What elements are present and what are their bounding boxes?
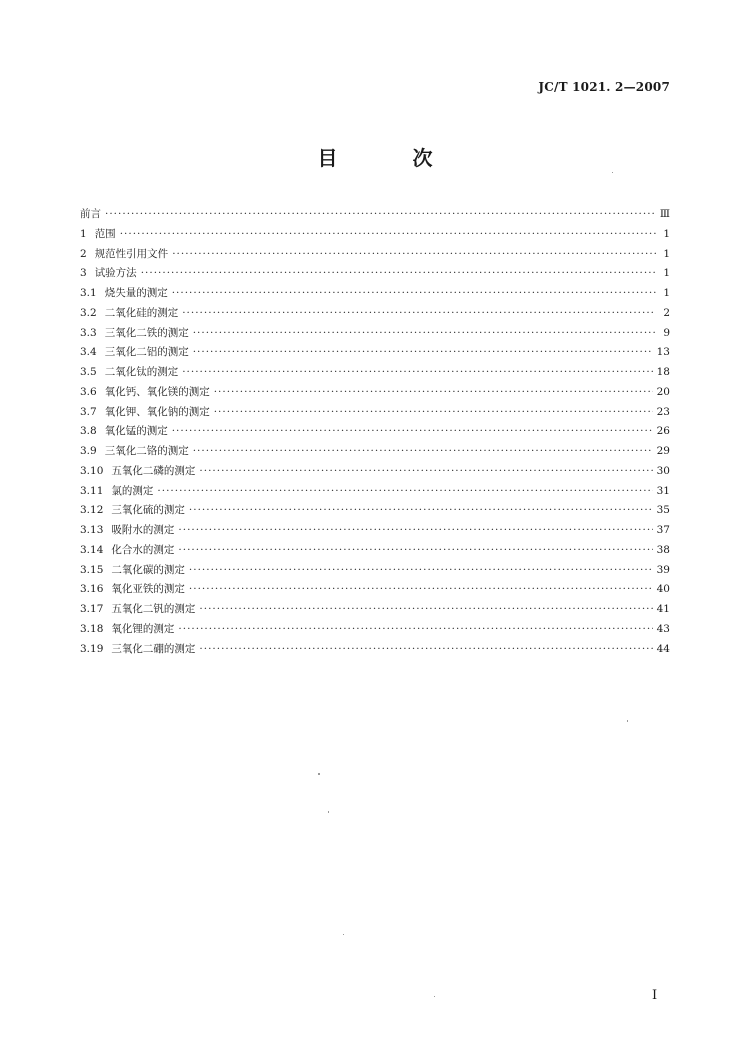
- toc-entry[interactable]: [80, 384, 670, 404]
- toc-entry[interactable]: [80, 562, 670, 582]
- toc-entry-page: 39: [656, 563, 670, 576]
- toc-entry-number: 3.7: [80, 405, 97, 418]
- toc-entry-page: 40: [656, 583, 670, 596]
- toc-entry[interactable]: [80, 542, 670, 562]
- toc-entry-title: 三氧化二铬的测定: [104, 445, 189, 457]
- toc-entry[interactable]: [80, 443, 670, 463]
- toc-dot-leader: [178, 524, 652, 536]
- toc-entry-page: 2: [663, 306, 670, 319]
- toc-entry-number: 3.5: [80, 366, 97, 378]
- toc-entry-title: 吸附水的测定: [111, 524, 175, 536]
- toc-dot-leader: [193, 346, 653, 358]
- toc-entry-number: 3.3: [80, 326, 97, 339]
- toc-entry-title: 二氧化硅的测定: [104, 306, 179, 319]
- toc-entry-number: 3.15: [80, 563, 104, 576]
- toc-entry-number: 1: [80, 227, 87, 240]
- toc-entry[interactable]: [80, 226, 670, 246]
- toc-dot-leader: [193, 445, 653, 457]
- toc-entry-title: 五氧化二磷的测定: [111, 464, 196, 477]
- toc-entry-number: 3.16: [80, 583, 104, 596]
- toc-entry-number: 3.18: [80, 622, 104, 635]
- toc-entry-title: 氧化钾、氧化钠的测定: [104, 405, 210, 418]
- scan-speck: [343, 934, 344, 935]
- toc-entry-page: 13: [656, 346, 670, 359]
- toc-entry[interactable]: [80, 621, 670, 641]
- toc-entry[interactable]: [80, 344, 670, 364]
- page-title: 目 次: [317, 146, 467, 170]
- toc-entry-title: 前言: [80, 208, 101, 220]
- toc-entry-number: 3.6: [80, 385, 97, 398]
- toc-entry-title: 三氧化二铁的测定: [104, 326, 189, 339]
- toc-entry-title: 氧化亚铁的测定: [111, 583, 185, 596]
- toc-entry-title: 氧化锰的测定: [104, 425, 168, 438]
- toc-entry-number: 3.11: [80, 484, 104, 497]
- toc-entry-page: 37: [656, 524, 670, 536]
- toc-entry-title: 化合水的测定: [111, 543, 175, 556]
- toc-entry[interactable]: [80, 522, 670, 542]
- toc-entry-number: 3.9: [80, 445, 97, 457]
- scan-speck: [627, 720, 628, 722]
- toc-entry-number: 3.19: [80, 642, 104, 655]
- toc-entry-page: 9: [663, 326, 670, 339]
- toc-entry-page: 44: [656, 642, 670, 655]
- toc-entry[interactable]: [80, 265, 670, 285]
- table-of-contents: [80, 206, 670, 660]
- toc-entry-page: 43: [656, 622, 670, 635]
- toc-entry-title: 三氧化二铝的测定: [104, 346, 189, 359]
- toc-entry-title: 二氧化碳的测定: [111, 563, 185, 576]
- scan-speck: [318, 773, 320, 775]
- toc-entry-page: 29: [656, 445, 670, 457]
- toc-entry-title: 氧化钙、氧化镁的测定: [104, 385, 210, 398]
- toc-entry[interactable]: [80, 404, 670, 424]
- toc-entry-page: 23: [656, 405, 670, 418]
- toc-dot-leader: [199, 643, 652, 655]
- toc-entry[interactable]: [80, 502, 670, 522]
- toc-dot-leader: [214, 406, 653, 418]
- toc-entry-page: 38: [656, 543, 670, 556]
- toc-dot-leader: [178, 544, 652, 556]
- toc-entry-number: 3.10: [80, 464, 104, 477]
- toc-entry[interactable]: [80, 325, 670, 345]
- toc-dot-leader: [182, 307, 656, 319]
- toc-entry-title: 范围: [94, 227, 116, 240]
- toc-entry-number: 3: [80, 267, 87, 280]
- toc-dot-leader: [141, 267, 656, 279]
- toc-entry[interactable]: [80, 364, 670, 384]
- toc-entry[interactable]: [80, 305, 670, 325]
- toc-dot-leader: [178, 623, 652, 635]
- page-number: I: [652, 988, 658, 1003]
- toc-dot-leader: [189, 504, 653, 516]
- toc-entry[interactable]: [80, 641, 670, 661]
- toc-entry[interactable]: [80, 246, 670, 266]
- toc-dot-leader: [157, 485, 652, 497]
- toc-dot-leader: [105, 208, 656, 220]
- toc-entry-title: 氧化锂的测定: [111, 622, 175, 635]
- toc-entry-number: 3.14: [80, 543, 104, 556]
- toc-entry-number: 3.4: [80, 346, 97, 359]
- toc-dot-leader: [199, 603, 652, 615]
- toc-entry-page: 1: [663, 287, 670, 299]
- toc-entry[interactable]: [80, 285, 670, 305]
- toc-entry[interactable]: [80, 601, 670, 621]
- toc-dot-leader: [189, 583, 653, 595]
- toc-entry[interactable]: [80, 483, 670, 503]
- toc-entry-page: 26: [656, 425, 670, 438]
- toc-entry[interactable]: [80, 581, 670, 601]
- toc-dot-leader: [199, 465, 652, 477]
- toc-entry-number: 2: [80, 247, 87, 260]
- toc-entry-page: 35: [656, 504, 670, 517]
- toc-dot-leader: [172, 287, 656, 299]
- scan-speck: [612, 172, 613, 173]
- toc-entry-number: 3.8: [80, 425, 97, 438]
- toc-entry-title: 氯的测定: [111, 484, 154, 497]
- toc-entry-title: 三氧化硫的测定: [111, 504, 185, 517]
- toc-dot-leader: [120, 228, 656, 240]
- toc-entry-number: 3.13: [80, 524, 104, 536]
- toc-dot-leader: [172, 248, 656, 260]
- toc-entry-title: 三氧化二硼的测定: [111, 642, 196, 655]
- toc-entry-page: Ⅲ: [659, 208, 670, 220]
- toc-dot-leader: [214, 386, 653, 398]
- scan-speck: [434, 996, 435, 997]
- toc-entry-number: 3.12: [80, 504, 104, 517]
- document-code: JC/T 1021. 2—2007: [538, 80, 670, 94]
- toc-entry[interactable]: [80, 423, 670, 443]
- toc-entry-page: 18: [656, 366, 670, 378]
- toc-entry-page: 1: [663, 267, 670, 280]
- toc-dot-leader: [189, 564, 653, 576]
- toc-entry-number: 3.1: [80, 287, 97, 299]
- toc-dot-leader: [193, 327, 656, 339]
- toc-entry-number: 3.2: [80, 306, 97, 319]
- toc-entry-title: 二氧化钛的测定: [104, 366, 179, 378]
- toc-entry[interactable]: [80, 206, 670, 226]
- toc-entry-title: 规范性引用文件: [94, 247, 169, 260]
- toc-entry-page: 1: [663, 247, 670, 260]
- toc-entry-page: 30: [656, 464, 670, 477]
- toc-entry-page: 20: [656, 385, 670, 398]
- toc-entry-title: 五氧化二钒的测定: [111, 603, 196, 615]
- toc-dot-leader: [182, 366, 652, 378]
- toc-entry-page: 1: [663, 227, 670, 240]
- toc-entry-title: 试验方法: [94, 267, 137, 280]
- toc-entry-page: 41: [656, 603, 670, 615]
- scan-speck: [328, 811, 329, 813]
- toc-entry-number: 3.17: [80, 603, 104, 615]
- toc-entry-page: 31: [656, 484, 670, 497]
- toc-entry-title: 烧失量的测定: [104, 287, 168, 299]
- toc-dot-leader: [172, 425, 653, 437]
- toc-entry[interactable]: [80, 463, 670, 483]
